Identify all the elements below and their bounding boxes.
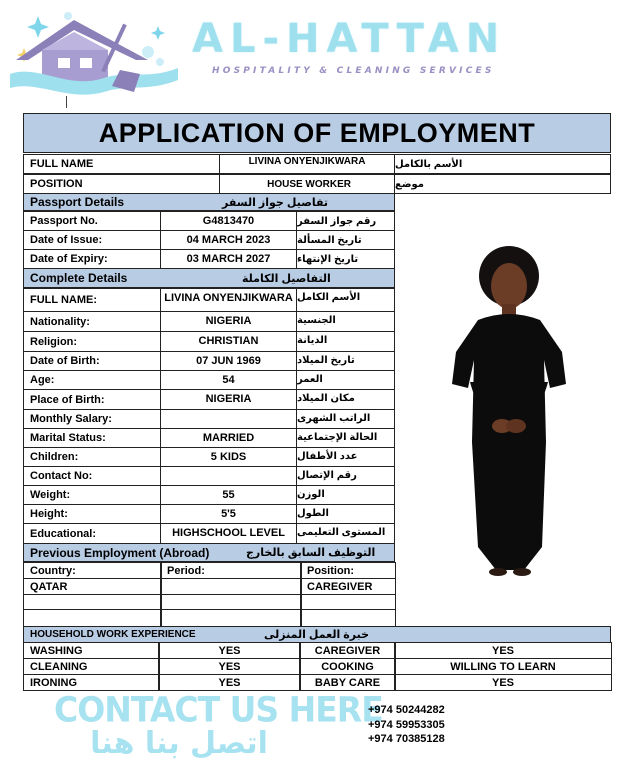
passport-field-arabic: تاريخ الإنتهاء <box>296 249 395 269</box>
household-answer: YES <box>158 642 301 659</box>
passport-field-arabic: رقم جواز السفر <box>296 211 395 231</box>
previous-employment-column-header: Country: <box>23 562 162 579</box>
detail-field-label: Contact No: <box>23 466 161 486</box>
previous-employment-header <box>23 543 395 562</box>
previous-employment-cell <box>160 594 302 610</box>
previous-employment-heading-arabic: التوظيف السابق بالخارج <box>246 547 376 559</box>
passport-field-label: Date of Expiry: <box>23 249 161 269</box>
details-heading: Complete Details <box>30 271 128 285</box>
detail-field-label: Monthly Salary: <box>23 409 161 429</box>
full-name-value: LIVINA ONYENJIKWARA <box>219 154 395 174</box>
detail-field-value: 07 JUN 1969 <box>160 351 297 371</box>
applicant-photo <box>440 242 580 577</box>
phone-number[interactable]: +974 50244282 <box>368 704 445 716</box>
detail-field-label: Marital Status: <box>23 428 161 448</box>
detail-field-label: Nationality: <box>23 311 161 332</box>
full-name-arabic: الأسم بالكامل <box>394 154 611 174</box>
detail-field-label: Date of Birth: <box>23 351 161 371</box>
household-task: WASHING <box>23 642 160 659</box>
detail-field-value: 55 <box>160 485 297 505</box>
detail-field-arabic: المستوى التعليمى <box>296 523 395 544</box>
detail-field-value: CHRISTIAN <box>160 331 297 352</box>
passport-field-value: 03 MARCH 2027 <box>160 249 297 269</box>
sparkle-icon <box>27 16 49 38</box>
passport-heading-arabic: تفاصيل جواز السفر <box>222 196 329 209</box>
household-task: IRONING <box>23 674 160 691</box>
detail-field-arabic: الراتب الشهرى <box>296 409 395 429</box>
detail-field-label: FULL NAME: <box>23 288 161 312</box>
detail-field-value: NIGERIA <box>160 311 297 332</box>
detail-field-arabic: العمر <box>296 370 395 390</box>
detail-field-value: 5'5 <box>160 504 297 524</box>
previous-employment-cell <box>160 578 302 595</box>
household-section-header <box>23 626 611 643</box>
household-answer: YES <box>158 674 301 691</box>
details-heading-arabic: التفاصيل الكاملة <box>242 272 331 285</box>
detail-field-label: Religion: <box>23 331 161 352</box>
detail-field-value: 5 KIDS <box>160 447 297 467</box>
previous-employment-cell: CAREGIVER <box>300 578 396 595</box>
contact-title: CONTACT US HERE <box>54 689 383 730</box>
detail-field-arabic: الأسم الكامل <box>296 288 395 312</box>
detail-field-label: Educational: <box>23 523 161 544</box>
detail-field-value: MARRIED <box>160 428 297 448</box>
brand-name: AL-HATTAN <box>192 16 507 62</box>
detail-field-label: Age: <box>23 370 161 390</box>
detail-field-arabic: تاريخ الميلاد <box>296 351 395 371</box>
previous-employment-cell: QATAR <box>23 578 162 595</box>
previous-employment-heading: Previous Employment (Abroad) <box>30 545 210 560</box>
household-task: CLEANING <box>23 658 160 675</box>
contact-title-arabic: اتصل بنا هنا <box>90 726 268 761</box>
detail-field-arabic: الطول <box>296 504 395 524</box>
detail-field-label: Children: <box>23 447 161 467</box>
detail-field-value: LIVINA ONYENJIKWARA <box>160 288 297 312</box>
passport-field-value: G4813470 <box>160 211 297 231</box>
sparkle-icon <box>151 26 165 40</box>
position-arabic: موضع <box>394 174 611 194</box>
detail-field-arabic: مكان الميلاد <box>296 389 395 410</box>
household-heading: HOUSEHOLD WORK EXPERIENCE <box>30 629 196 640</box>
previous-employment-cell <box>300 594 396 610</box>
phone-number[interactable]: +974 59953305 <box>368 719 445 731</box>
company-logo <box>8 8 186 100</box>
household-task: BABY CARE <box>299 674 396 691</box>
detail-field-arabic: الوزن <box>296 485 395 505</box>
household-answer: YES <box>158 658 301 675</box>
passport-field-value: 04 MARCH 2023 <box>160 230 297 250</box>
detail-field-label: Height: <box>23 504 161 524</box>
detail-field-label: Weight: <box>23 485 161 505</box>
form-title: APPLICATION OF EMPLOYMENT <box>23 113 611 153</box>
passport-section-header <box>23 193 395 211</box>
detail-field-value <box>160 466 297 486</box>
passport-heading: Passport Details <box>30 195 125 209</box>
household-task: CAREGIVER <box>299 642 396 659</box>
household-answer: YES <box>394 674 612 691</box>
details-section-header <box>23 268 395 288</box>
previous-employment-cell <box>23 609 162 627</box>
household-heading-arabic: خبرة العمل المنزلى <box>264 629 370 641</box>
detail-field-label: Place of Birth: <box>23 389 161 410</box>
household-task: COOKING <box>299 658 396 675</box>
household-answer: YES <box>394 642 612 659</box>
full-name-label: FULL NAME <box>23 154 220 174</box>
detail-field-value: HIGHSCHOOL LEVEL <box>160 523 297 544</box>
detail-field-value: 54 <box>160 370 297 390</box>
detail-field-arabic: الحالة الإجتماعية <box>296 428 395 448</box>
detail-field-arabic: عدد الأطفال <box>296 447 395 467</box>
previous-employment-cell <box>23 594 162 610</box>
position-value: HOUSE WORKER <box>219 174 395 194</box>
position-label: POSITION <box>23 174 220 194</box>
detail-field-value <box>160 409 297 429</box>
passport-field-label: Date of Issue: <box>23 230 161 250</box>
passport-field-arabic: تاريخ المسألة <box>296 230 395 250</box>
phone-number[interactable]: +974 70385128 <box>368 733 445 745</box>
detail-field-value: NIGERIA <box>160 389 297 410</box>
household-answer: WILLING TO LEARN <box>394 658 612 675</box>
detail-field-arabic: الجنسية <box>296 311 395 332</box>
divider <box>66 96 67 108</box>
detail-field-arabic: رقم الإتصال <box>296 466 395 486</box>
detail-field-arabic: الديانة <box>296 331 395 352</box>
previous-employment-cell <box>160 609 302 627</box>
passport-field-label: Passport No. <box>23 211 161 231</box>
previous-employment-cell <box>300 609 396 627</box>
previous-employment-column-header: Period: <box>160 562 302 579</box>
previous-employment-column-header: Position: <box>300 562 396 579</box>
brand-tagline: HOSPITALITY & CLEANING SERVICES <box>212 66 495 76</box>
